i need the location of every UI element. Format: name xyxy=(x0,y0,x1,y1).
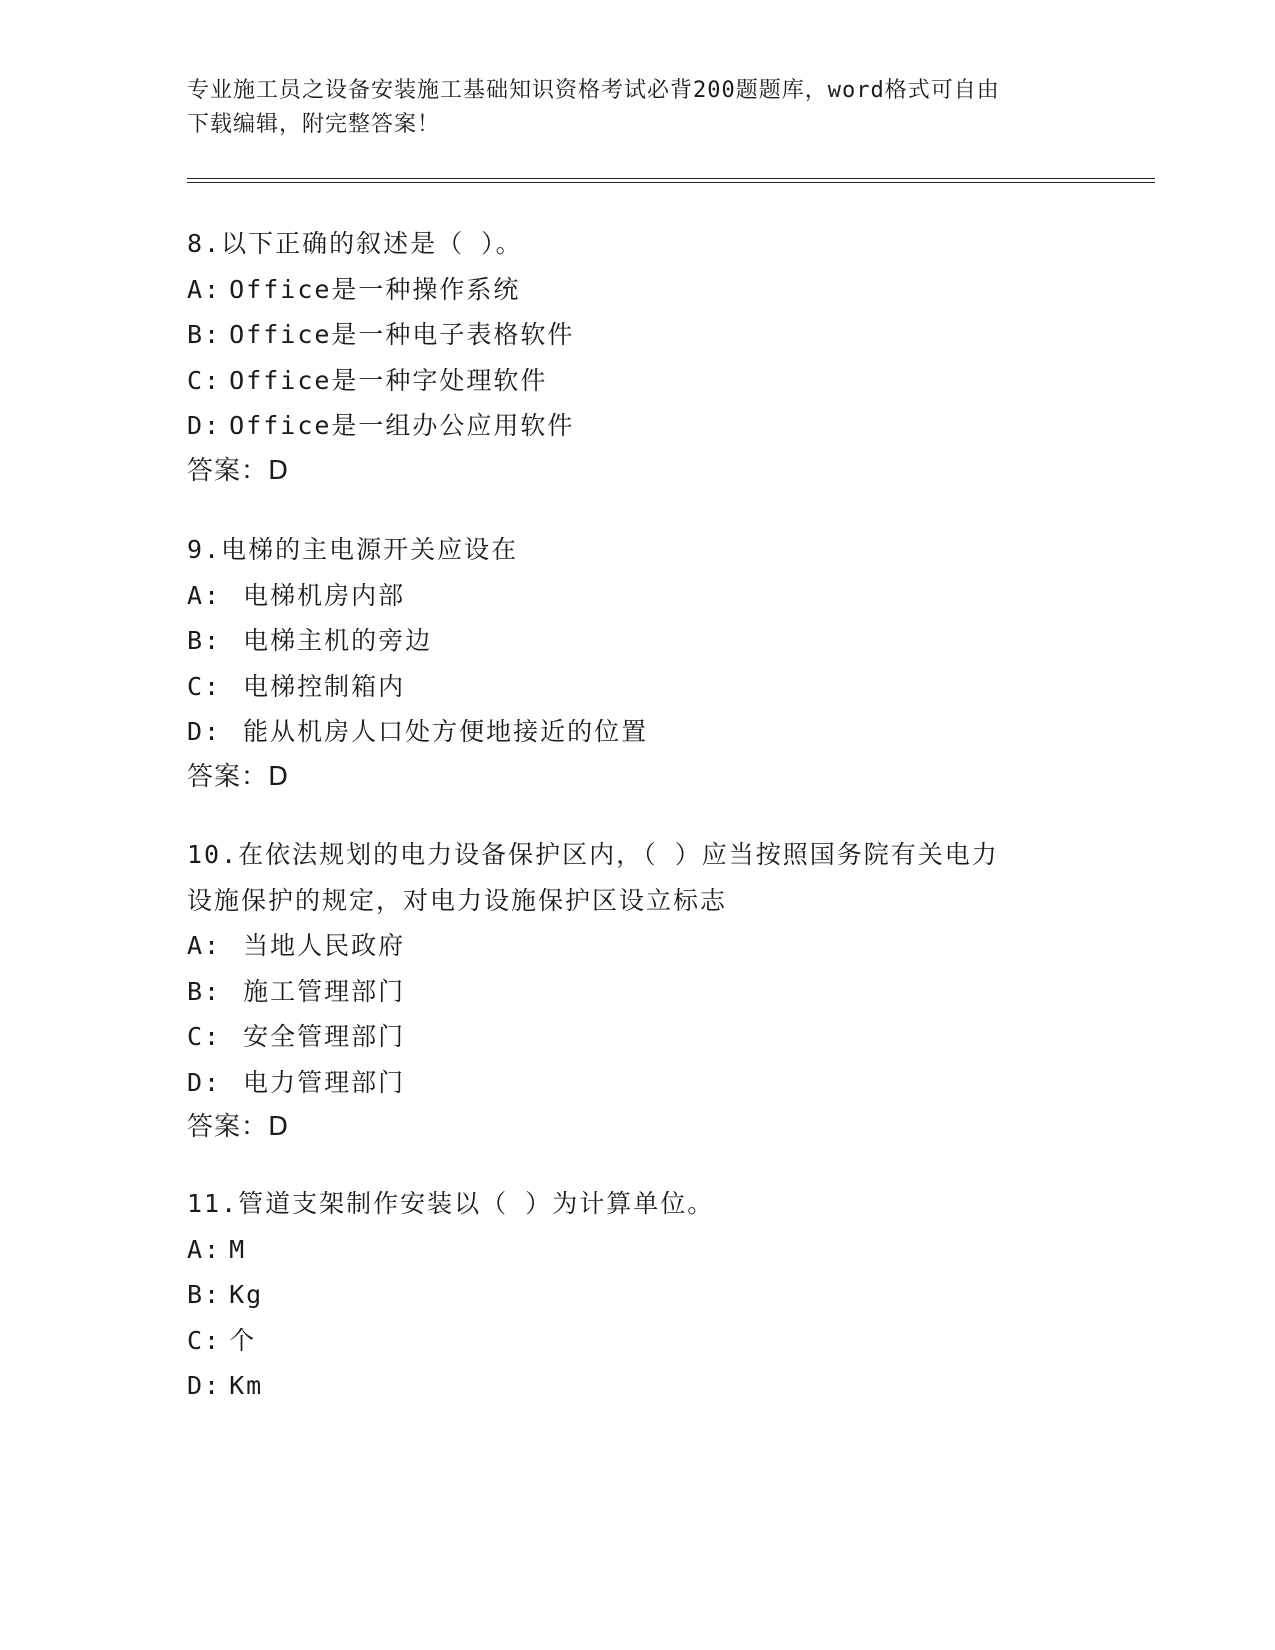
option-letter: C: xyxy=(187,1325,222,1355)
option-text: 安全管理部门 xyxy=(243,1022,406,1051)
question-11 xyxy=(187,1181,1087,1409)
option-letter: D: xyxy=(187,1067,222,1097)
option-text: 个 xyxy=(229,1325,257,1355)
option-text: Km xyxy=(229,1371,264,1400)
option-c xyxy=(187,664,1087,710)
question-stem: 8.以下正确的叙述是（ ）。 xyxy=(187,229,523,258)
option-b xyxy=(187,969,1087,1015)
option-letter: C: xyxy=(187,365,222,395)
option-letter: A: xyxy=(187,931,222,960)
option-text: 施工管理部门 xyxy=(243,976,406,1006)
option-text: Kg xyxy=(229,1280,264,1309)
option-text: Office是一种操作系统 xyxy=(229,274,521,304)
option-letter: C: xyxy=(187,671,222,701)
option-b xyxy=(187,618,1087,664)
option-letter: B: xyxy=(187,976,222,1006)
option-a xyxy=(187,1227,1087,1273)
question-stem-line-1: 10.在依法规划的电力设备保护区内，（ ）应当按照国务院有关电力 xyxy=(187,840,999,869)
answer: 答案：D xyxy=(187,761,290,792)
option-text: 电力管理部门 xyxy=(243,1067,406,1097)
option-b xyxy=(187,312,1087,358)
header-divider-bottom xyxy=(187,182,1155,183)
option-a xyxy=(187,267,1087,313)
option-c xyxy=(187,1014,1087,1060)
option-letter: D: xyxy=(187,411,222,440)
option-text: 电梯控制箱内 xyxy=(243,671,406,701)
option-letter: C: xyxy=(187,1022,222,1051)
option-letter: B: xyxy=(187,320,222,349)
option-c xyxy=(187,358,1087,404)
option-text: Office是一种字处理软件 xyxy=(229,365,548,395)
header-divider-top xyxy=(187,178,1155,179)
option-c xyxy=(187,1318,1087,1364)
question-stem: 11.管道支架制作安装以（ ）为计算单位。 xyxy=(187,1189,715,1218)
option-letter: D: xyxy=(187,717,222,746)
question-10 xyxy=(187,832,1087,1151)
option-d xyxy=(187,1363,1087,1409)
option-text: Office是一种电子表格软件 xyxy=(229,320,575,349)
question-9 xyxy=(187,527,1087,800)
option-d xyxy=(187,1060,1087,1106)
option-text: 电梯机房内部 xyxy=(243,580,406,610)
option-text: 能从机房人口处方便地接近的位置 xyxy=(243,717,649,746)
header-line-2: 下载编辑，附完整答案！ xyxy=(187,112,441,137)
option-letter: B: xyxy=(187,1280,222,1309)
question-stem-line-2: 设施保护的规定，对电力设施保护区设立标志 xyxy=(187,885,728,915)
question-8 xyxy=(187,221,1087,494)
answer: 答案：D xyxy=(187,455,290,486)
document-header xyxy=(187,74,1087,142)
option-b xyxy=(187,1272,1087,1318)
option-letter: A: xyxy=(187,1234,222,1264)
option-letter: D: xyxy=(187,1371,222,1400)
option-text: 电梯主机的旁边 xyxy=(243,626,433,655)
option-d xyxy=(187,709,1087,755)
question-stem: 9.电梯的主电源开关应设在 xyxy=(187,535,519,564)
answer: 答案：D xyxy=(187,1112,290,1142)
option-letter: A: xyxy=(187,274,222,304)
option-d xyxy=(187,403,1087,449)
option-text: Office是一组办公应用软件 xyxy=(229,411,575,440)
option-a xyxy=(187,573,1087,619)
option-letter: A: xyxy=(187,580,222,610)
option-letter: B: xyxy=(187,626,222,655)
option-text: 当地人民政府 xyxy=(243,931,406,960)
header-line-1: 专业施工员之设备安装施工基础知识资格考试必背200题题库，word格式可自由 xyxy=(187,78,1000,103)
option-a xyxy=(187,923,1087,969)
option-text: M xyxy=(229,1234,247,1264)
